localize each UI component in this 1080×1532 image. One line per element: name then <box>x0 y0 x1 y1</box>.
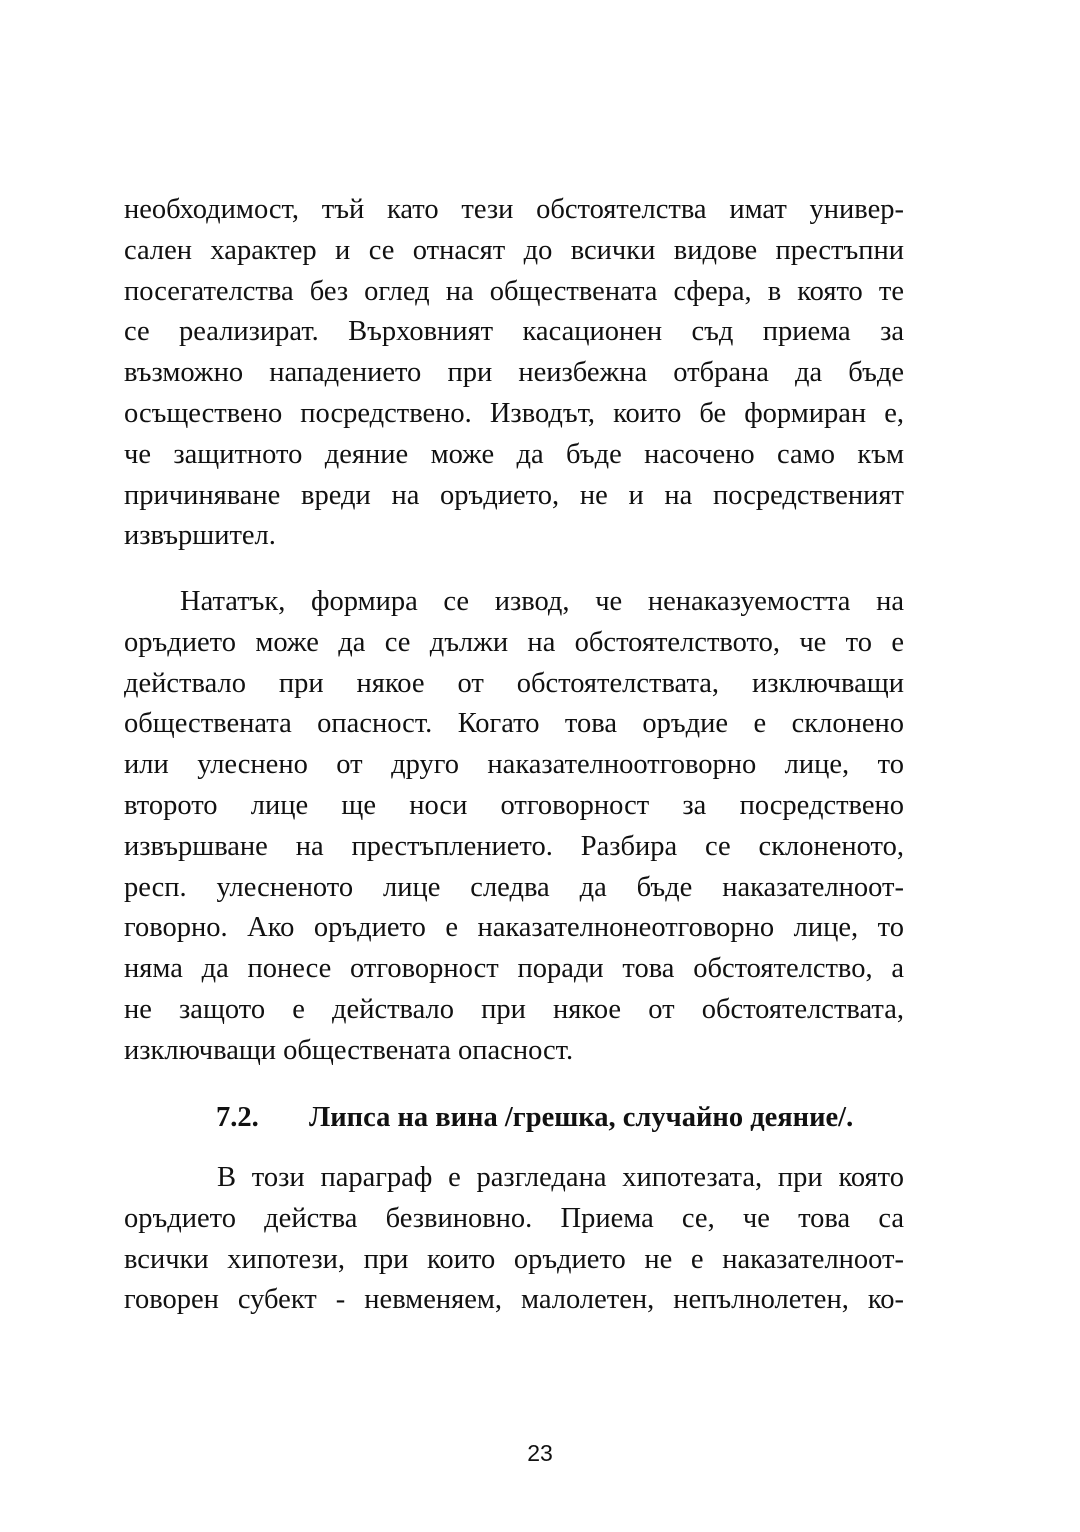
section-number: 7.2. <box>216 1102 259 1133</box>
text-line: или улеснено от друго наказателноотговорно лице, то <box>124 749 904 781</box>
text-line: В този параграф е разгледана хипотезата, при която <box>217 1162 904 1193</box>
text-line: няма да понесе отговорност поради това обстоятелство, а <box>124 953 904 985</box>
section-heading <box>216 1098 916 1138</box>
text-line: осъществено посредствено. Изводът, които бе формиран е, <box>124 397 904 429</box>
text-line: говорен субект - невменяем, малолетен, непълнолетен, ко- <box>124 1284 904 1316</box>
text-line: обществената опасност. Когато това оръдие е склонено <box>124 708 904 740</box>
text-line: всички хипотези, при които оръдието не е наказателноот- <box>124 1243 904 1275</box>
text-line: говорно. Ако оръдието е наказателнонеотговорно лице, то <box>124 912 904 944</box>
text-line: оръдието действа безвиновно. Приема се, че това са <box>124 1202 904 1234</box>
text-line: възможно нападението при неизбежна отбрана да бъде <box>124 357 904 389</box>
text-line: посегателства без оглед на обществената сфера, в която те <box>124 275 904 307</box>
text-line: извършване на престъплението. Разбира се склоненото, <box>124 830 904 862</box>
paragraph-2 <box>124 582 904 1072</box>
text-line: второто лице ще носи отговорност за посредствено <box>124 789 904 821</box>
text-line: изключващи обществената опасност. <box>124 1034 574 1066</box>
paragraph-1 <box>124 190 904 557</box>
text-line: оръдието може да се дължи на обстоятелството, че то е <box>124 626 904 658</box>
page-number: 23 <box>527 1440 553 1466</box>
text-line: респ. улесненото лице следва да бъде наказателноот- <box>124 871 904 903</box>
text-line: действало при някое от обстоятелствата, изключващи <box>124 667 904 699</box>
text-line: че защитното деяние може да бъде насочено само към <box>124 438 904 470</box>
text-line: сален характер и се отнасят до всички видове престъпни <box>124 234 904 266</box>
text-line: се реализират. Върховният касационен съд приема за <box>124 316 904 348</box>
text-line: не защото е действало при някое от обстоятелствата, <box>124 993 904 1025</box>
text-line: необходимост, тъй като тези обстоятелства имат универ- <box>124 194 904 225</box>
text-line: причиняване вреди на оръдието, не и на посредственият <box>124 479 904 511</box>
text-line: Нататък, формира се извод, че ненаказуемостта на <box>180 586 904 617</box>
paragraph-3 <box>124 1158 904 1321</box>
section-title: Липса на вина /грешка, случайно деяние/. <box>309 1102 854 1133</box>
text-line: извършител. <box>124 520 276 552</box>
